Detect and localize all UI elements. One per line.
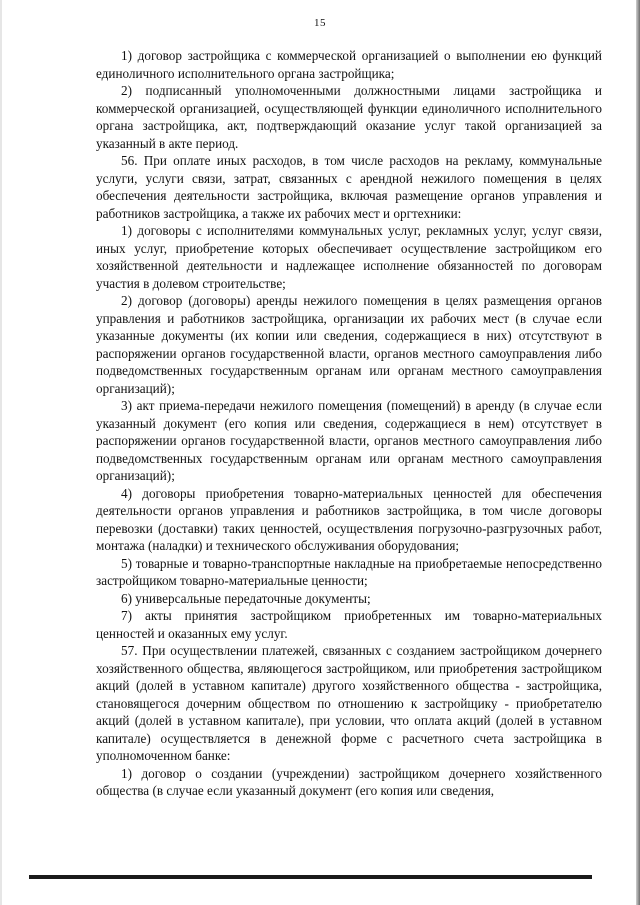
paragraph-item-2: 2) подписанный уполномоченными должностными лицами застройщика и коммерческой организацией, осуществляющей функции единоличного исполнительного органа застройщика, акт, подтверждающий оказание услуг такой организацией за указанный в акте период. <box>96 83 602 151</box>
scan-bottom-bar <box>29 875 592 879</box>
page-number: 15 <box>314 17 326 29</box>
paragraph-section-56: 56. При оплате иных расходов, в том числе расходов на рекламу, коммунальные услуги, услуги связи, затрат, связанных с арендной нежилого помещения в целях обеспечения деятельности застройщика, включая размещение органов управления и работников застройщика, а также их рабочих мест и оргтехники: <box>96 153 602 221</box>
paragraph-56-item-6: 6) универсальные передаточные документы; <box>121 590 371 606</box>
paragraph-56-item-5: 5) товарные и товарно-транспортные накладные на приобретаемые непосредственно застройщиком товарно-материальные ценности; <box>96 555 602 588</box>
paragraph-57-item-1: 1) договор о создании (учреждении) застройщиком дочернего хозяйственного общества (в случае если указанный документ (его копия или сведения, <box>96 765 602 798</box>
scan-right-edge <box>636 0 640 905</box>
paragraph-56-item-1: 1) договоры с исполнителями коммунальных услуг, рекламных услуг, услуг связи, иных услуг, приобретение которых обеспечивает осуществление застройщиком его хозяйственной деятельности и надлежащее исполнение обязанностей по договорам участия в долевом строительстве; <box>96 223 602 291</box>
paragraph-56-item-7: 7) акты принятия застройщиком приобретенных им товарно-материальных ценностей и оказанных ему услуг. <box>96 608 602 641</box>
scan-left-edge <box>0 0 2 905</box>
paragraph-section-57: 57. При осуществлении платежей, связанных с созданием застройщиком дочернего хозяйственного общества, являющегося застройщиком, или приобретения застройщиком акций (долей в уставном капитале) другого хозяйственного общества - застройщика, становящегося дочерним обществом по отношению к застройщику - приобретателю акций (долей в уставном капитале), при условии, что оплата акций (долей в уставном капитале) осуществляется в денежной форме с расчетного счета застройщика в уполномоченном банке: <box>96 643 602 763</box>
paragraph-56-item-4: 4) договоры приобретения товарно-материальных ценностей для обеспечения деятельности органов управления и работников застройщика, в том числе договоры перевозки (доставки) таких ценностей, осуществления погрузочно-разгрузочных работ, монтажа (наладки) и технического обслуживания оборудования; <box>96 485 602 553</box>
paragraph-item-1: 1) договор застройщика с коммерческой организацией о выполнении ею функций единоличного исполнительного органа застройщика; <box>96 48 602 81</box>
paragraph-56-item-2: 2) договор (договоры) аренды нежилого помещения в целях размещения органов управления и работников застройщика, организации их рабочих мест (в случае если указанные документы (их копии или сведения, содержащиеся в них) отсутствуют в распоряжении органов государственной власти, органов местного самоуправления либо подведомственных государственным органам или органам местного самоуправления организаций); <box>96 293 602 396</box>
paragraph-56-item-3: 3) акт приема-передачи нежилого помещения (помещений) в аренду (в случае если указанный документ (его копия или сведения, содержащиеся в нем) отсутствует в распоряжении органов государственной власти, органов местного самоуправления либо подведомственных государственным органам или органам местного самоуправления организаций); <box>96 398 602 483</box>
body-text <box>96 47 602 800</box>
